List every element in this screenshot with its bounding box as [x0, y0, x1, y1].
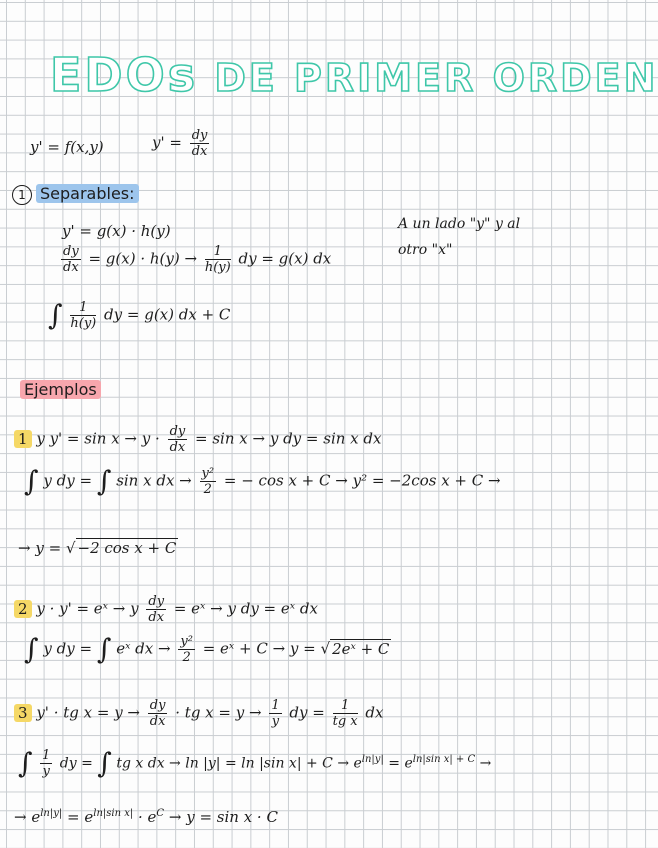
example-3-line-2: ∫ $\frac{1}{y}$ dy = ∫ tg x dx → ln |y| = ln |sin $x| + C \to e^{ln|y|} = e^{ln|sin x| + C}$ → [18, 746, 492, 780]
examples-heading: Ejemplos [20, 380, 101, 399]
title-part2: DE PRIMER ORDEN [214, 56, 658, 100]
definition-general: y' = f(x,y) [30, 138, 104, 156]
example-number: 3 [14, 704, 32, 722]
example-3-line-3: → $e^{ln|y|} = e^{ln|sin x|} \cdot e^C \to y = \sin x \cdot C$ [14, 808, 278, 826]
separable-integral: ∫ $\frac{1}{h(y)}$ dy = g(x) dx + C [48, 298, 231, 332]
page-title [50, 48, 658, 102]
example-number: 2 [14, 600, 32, 618]
section-number: 1 [12, 185, 32, 205]
example-1-line-1: 1 y y' = sin x → y · $\frac{dy}{dx}$ = sin x → y dy = sin x dx [14, 424, 381, 455]
title-part1: EDOs [50, 48, 199, 102]
definition-derivative: y' = $\frac{dy}{dx}$ [152, 128, 208, 159]
example-3-line-1: 3 y' · tg x = y → $\frac{dy}{dx}$ · tg x = y → $\frac{1}{y}$ dy = $\frac{1}{\text{tg x}}$ dx [14, 698, 383, 729]
square-root: 2eˣ + C [332, 639, 390, 658]
example-2-line-1: 2 y · y' = eˣ → y $\frac{dy}{dx}$ = eˣ → y dy = eˣ dx [14, 594, 318, 625]
square-root: −2 cos x + C [77, 539, 177, 557]
example-1-line-3: → y = √ −2 cos x + C [18, 539, 177, 557]
margin-note-2: otro "x" [398, 242, 453, 258]
separable-step: $\frac{dy}{dx}$ = g(x) · h(y) → $\frac{1}{h(y)}$ dy = g(x) dx [63, 244, 332, 275]
example-number: 1 [14, 430, 32, 448]
example-2-line-2: ∫ y dy = ∫ eˣ dx → $\frac{\text{y²}}{2}$ = eˣ + C → y = √ 2eˣ + C [24, 632, 390, 666]
example-1-line-2: ∫ y dy = ∫ sin x dx → $\frac{\text{y²}}{2}$ = − cos x + C → y² = −2cos x + C → [24, 464, 501, 498]
section-label: Separables: [36, 184, 139, 203]
separable-form: y' = g(x) · h(y) [62, 222, 171, 240]
section-heading-separables [12, 184, 139, 205]
margin-note-1: A un lado "y" y al [398, 216, 521, 232]
integral-sign: ∫ [48, 298, 63, 332]
fraction: $\frac{dy}{dx}$ [191, 128, 208, 159]
